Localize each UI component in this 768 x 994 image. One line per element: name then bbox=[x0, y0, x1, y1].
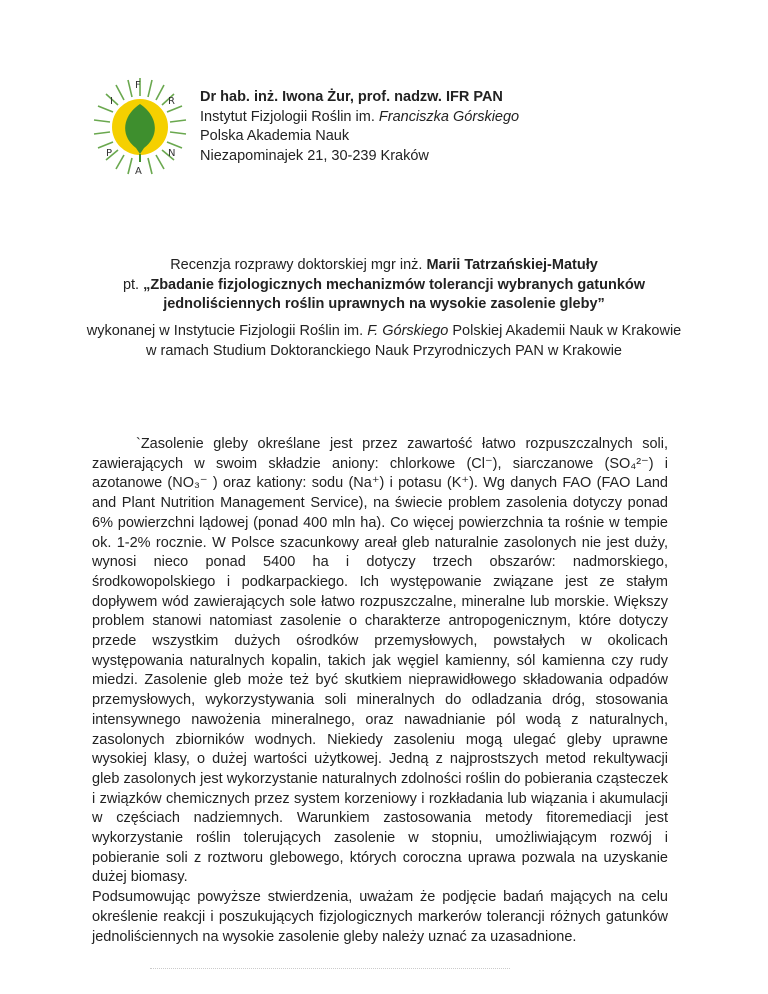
paragraph-1: `Zasolenie gleby określane jest przez zawartość łatwo rozpuszczalnych soli, zawierających w swoim składzie aniony: chlorkowe (Cl⁻), siarczanowe (SO₄²⁻) i azotanowe (NO₃⁻ ) oraz kationy: sodu (Na⁺) i potasu (K⁺). Wg danych FAO (FAO Land and Plant Nutrition Management Service), na świecie problem zasolenia dotyczy ponad 6% powierzchni lądowej (ponad 400 mln ha). Co więcej powierzchnia ta rośnie w tempie ok. 1-2% rocznie. W Polsce szacunkowy areał gleb naturalnie zasolonych nie jest duży, wynosi nieco ponad 5400 ha i dotyczy trzech obszarów: nadmorskiego, środkowopolskiego i podkarpackiego. Ich występowanie związane jest ze stałym dopływem wód zawierających sole łatwo rozpuszczalne, mineralne lub morskie. Większy problem stanowi natomiast zasolenie o charakterze antropogenicznym, które dotyczy przede wszystkim dużych ośrodków przemysłowych, powstałych w okolicach występowania naturalnych kopalin, takich jak węgiel kamienny, sól kamienna czy rudy miedzi. Zasolenie gleb może też być skutkiem nieprawidłowego składowania odpadów przemysłowych, wykorzystywania soli mineralnych do odladzania dróg, stosowania intensywnego nawożenia mineralnego, oraz nawadnianie pól wodą z naturalnych, zasolonych zbiorników wodnych. Niekiedy zasoleniu mogą ulegać gleby uprawne wysokiej klasy, o dużej wartości użytkowej. Jedną z najprostszych metod rekultywacji gleb zasolonych jest wykorzystanie naturalnych zdolności roślin do pobierania cząsteczek i związków chemicznych przez system korzeniowy i rozkładania lub wiązania i akumulacji w częściach nadziemnych. Warunkiem zastosowania metody fitoremediacji jest wykorzystanie roślin tolerujących zasolenie w stopniu, umożliwiającym rozwój i pobieranie soli z roztworu glebowego, których coroczna uprawa pozwala na uzyskanie dużej biomasy. bbox=[92, 436, 668, 886]
institute-prefix: Instytut Fizjologii Roślin im. bbox=[200, 108, 379, 125]
author-header bbox=[200, 88, 519, 166]
logo-letter: I bbox=[110, 96, 113, 107]
title-line-1 bbox=[40, 256, 728, 276]
paragraph-2: Podsumowując powyższe stwierdzenia, uważam że podjęcie badań mających na celu określenie reakcji i poszukujących fizjologicznych markerów tolerancji różnych gatunków jednoliściennych na wysokie zasolenie gleby należy uznać za uzasadnione. bbox=[92, 889, 668, 945]
review-body bbox=[92, 435, 668, 947]
institute-line bbox=[200, 108, 519, 128]
thesis-title-part-1: „Zbadanie fizjologicznych mechanizmów tolerancji wybranych gatunków bbox=[143, 276, 646, 293]
thesis-title-part-2: jednoliściennych roślin uprawnych na wysokie zasolenie gleby” bbox=[163, 296, 605, 312]
logo-letter: R bbox=[168, 96, 175, 107]
scan-artifact-line bbox=[150, 968, 510, 970]
logo-letter: P bbox=[106, 148, 113, 159]
subtitle-line-2: w ramach Studium Doktoranckiego Nauk Przyrodniczych PAN w Krakowie bbox=[146, 342, 622, 359]
title-prefix: Recenzja rozprawy doktorskiej mgr inż. bbox=[170, 257, 427, 273]
title-line-3 bbox=[40, 295, 728, 315]
academy-line: Polska Akademia Nauk bbox=[200, 128, 350, 144]
title-line-2 bbox=[40, 276, 728, 296]
logo-letter: N bbox=[168, 148, 176, 159]
logo-letter: F bbox=[135, 80, 141, 91]
candidate-name: Marii Tatrzańskiej-Matuły bbox=[426, 257, 598, 273]
subtitle-line-1 bbox=[40, 322, 728, 342]
subtitle-b: Polskiej Akademii Nauk w Krakowie bbox=[448, 323, 682, 339]
logo-letter: A bbox=[135, 166, 142, 177]
institute-patron: Franciszka Górskiego bbox=[378, 108, 520, 125]
subtitle-a: wykonanej w Instytucie Fizjologii Roślin im. bbox=[86, 323, 368, 339]
author-name: Dr hab. inż. Iwona Żur, prof. nadzw. IFR PAN bbox=[200, 89, 503, 105]
subtitle-patron: F. Górskiego bbox=[367, 323, 449, 339]
title-pt: pt. bbox=[122, 276, 144, 293]
address-line: Niezapominajek 21, 30-239 Kraków bbox=[200, 147, 429, 164]
ifr-pan-logo bbox=[88, 74, 192, 178]
review-title bbox=[40, 256, 728, 315]
institution-info bbox=[40, 322, 728, 361]
